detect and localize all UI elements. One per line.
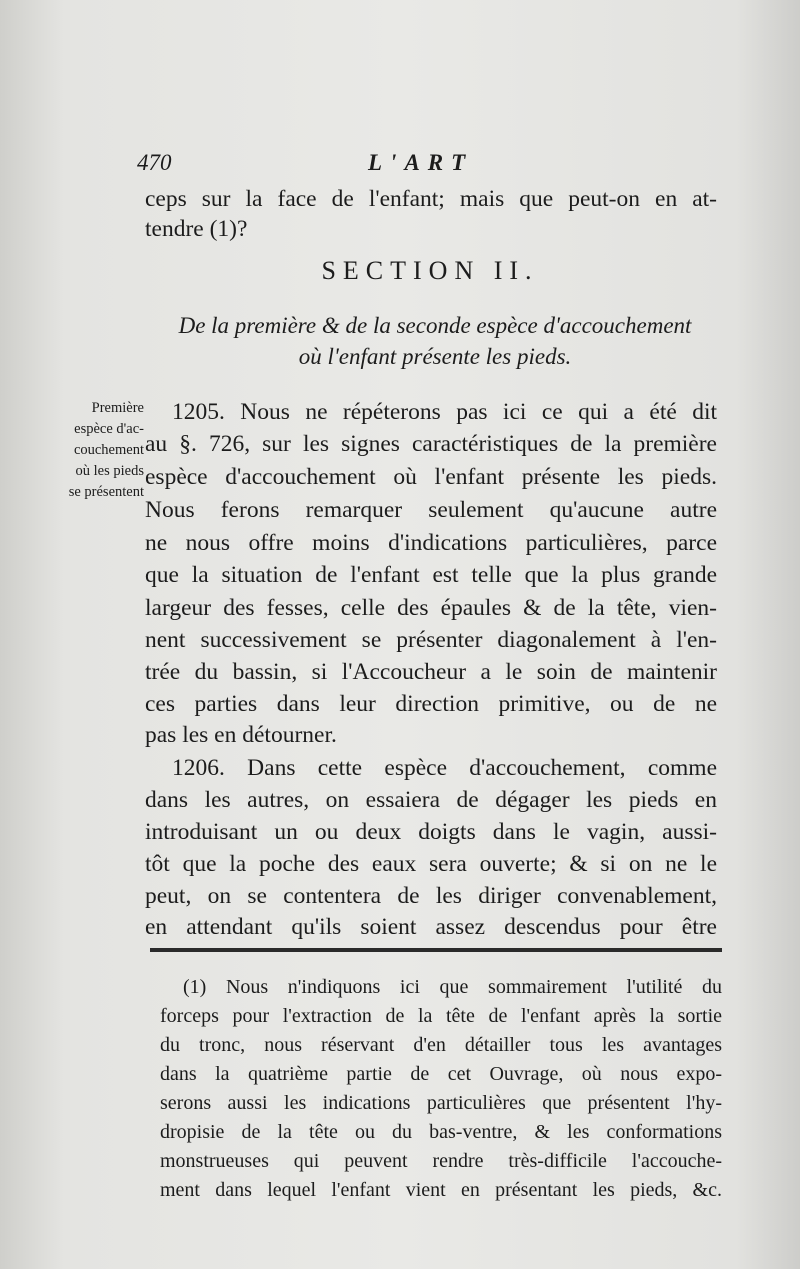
footnote-rule	[150, 948, 722, 952]
text-line: nent successivement se présenter diagonalement à l'en-	[145, 627, 717, 653]
footnote-line: monstrueuses qui peuvent rendre très-difficile l'accouche-	[160, 1150, 722, 1172]
running-head	[133, 150, 718, 180]
text-line: ne nous offre moins d'indications particulières, parce	[145, 530, 717, 556]
margin-note-line: espèce d'ac-	[74, 421, 144, 437]
text-line: peut, on se contentera de les diriger convenablement,	[145, 883, 717, 909]
footnote-line: dropisie de la tête ou du bas-ventre, & les conformations	[160, 1121, 722, 1143]
text-line: espèce d'accouchement où l'enfant présente les pieds.	[145, 464, 717, 490]
text-line: en attendant qu'ils soient assez descendus pour être	[145, 914, 717, 940]
section-heading: SECTION II.	[321, 256, 539, 285]
footnote-line: ment dans lequel l'enfant vient en présentant les pieds, &c.	[160, 1179, 722, 1201]
text-line: tôt que la poche des eaux sera ouverte; & si on ne le	[145, 851, 717, 877]
margin-note-line: couchement	[73, 442, 144, 458]
footnote-line: (1) Nous n'indiquons ici que sommairement l'utilité du	[183, 976, 722, 998]
margin-note-line: se présentent	[68, 484, 144, 500]
text-line: au §. 726, sur les signes caractéristiques de la première	[145, 431, 717, 457]
section-title-line: De la première & de la seconde espèce d'accouchement	[178, 313, 692, 338]
text-line: largeur des fesses, celle des épaules & de la tête, vien-	[145, 595, 717, 621]
text-line: trée du bassin, si l'Accoucheur a le soin de maintenir	[145, 659, 717, 685]
text-line: que la situation de l'enfant est telle que la plus grande	[145, 562, 717, 588]
text-line: ces parties dans leur direction primitive, ou de ne	[145, 691, 717, 717]
text-line: 1206. Dans cette espèce d'accouchement, comme	[172, 755, 717, 781]
footnote-line: serons aussi les indications particulières que présentent l'hy-	[160, 1092, 722, 1114]
footnote-line: dans la quatrième partie de cet Ouvrage, où nous expo-	[160, 1063, 722, 1085]
text-line: tendre (1)?	[145, 216, 248, 242]
section-title-line: où l'enfant présente les pieds.	[298, 344, 572, 369]
text-line: ceps sur la face de l'enfant; mais que peut-on en at-	[145, 186, 717, 212]
running-title: L'ART	[368, 150, 474, 175]
text-line: Nous ferons remarquer seulement qu'aucune autre	[145, 497, 717, 523]
text-line: dans les autres, on essaiera de dégager les pieds en	[145, 787, 717, 813]
page-number: 470	[137, 150, 172, 175]
margin-note-line: Première	[91, 400, 144, 416]
footnote-line: du tronc, nous réservant d'en détailler tous les avantages	[160, 1034, 722, 1056]
text-line: introduisant un ou deux doigts dans le vagin, aussi-	[145, 819, 717, 845]
margin-note-line: où les pieds	[75, 463, 144, 479]
text-line: pas les en détourner.	[145, 722, 337, 748]
footnote-line: forceps pour l'extraction de la tête de l'enfant après la sortie	[160, 1005, 722, 1027]
text-line: 1205. Nous ne répéterons pas ici ce qui a été dit	[172, 399, 717, 425]
margin-note	[14, 398, 144, 503]
